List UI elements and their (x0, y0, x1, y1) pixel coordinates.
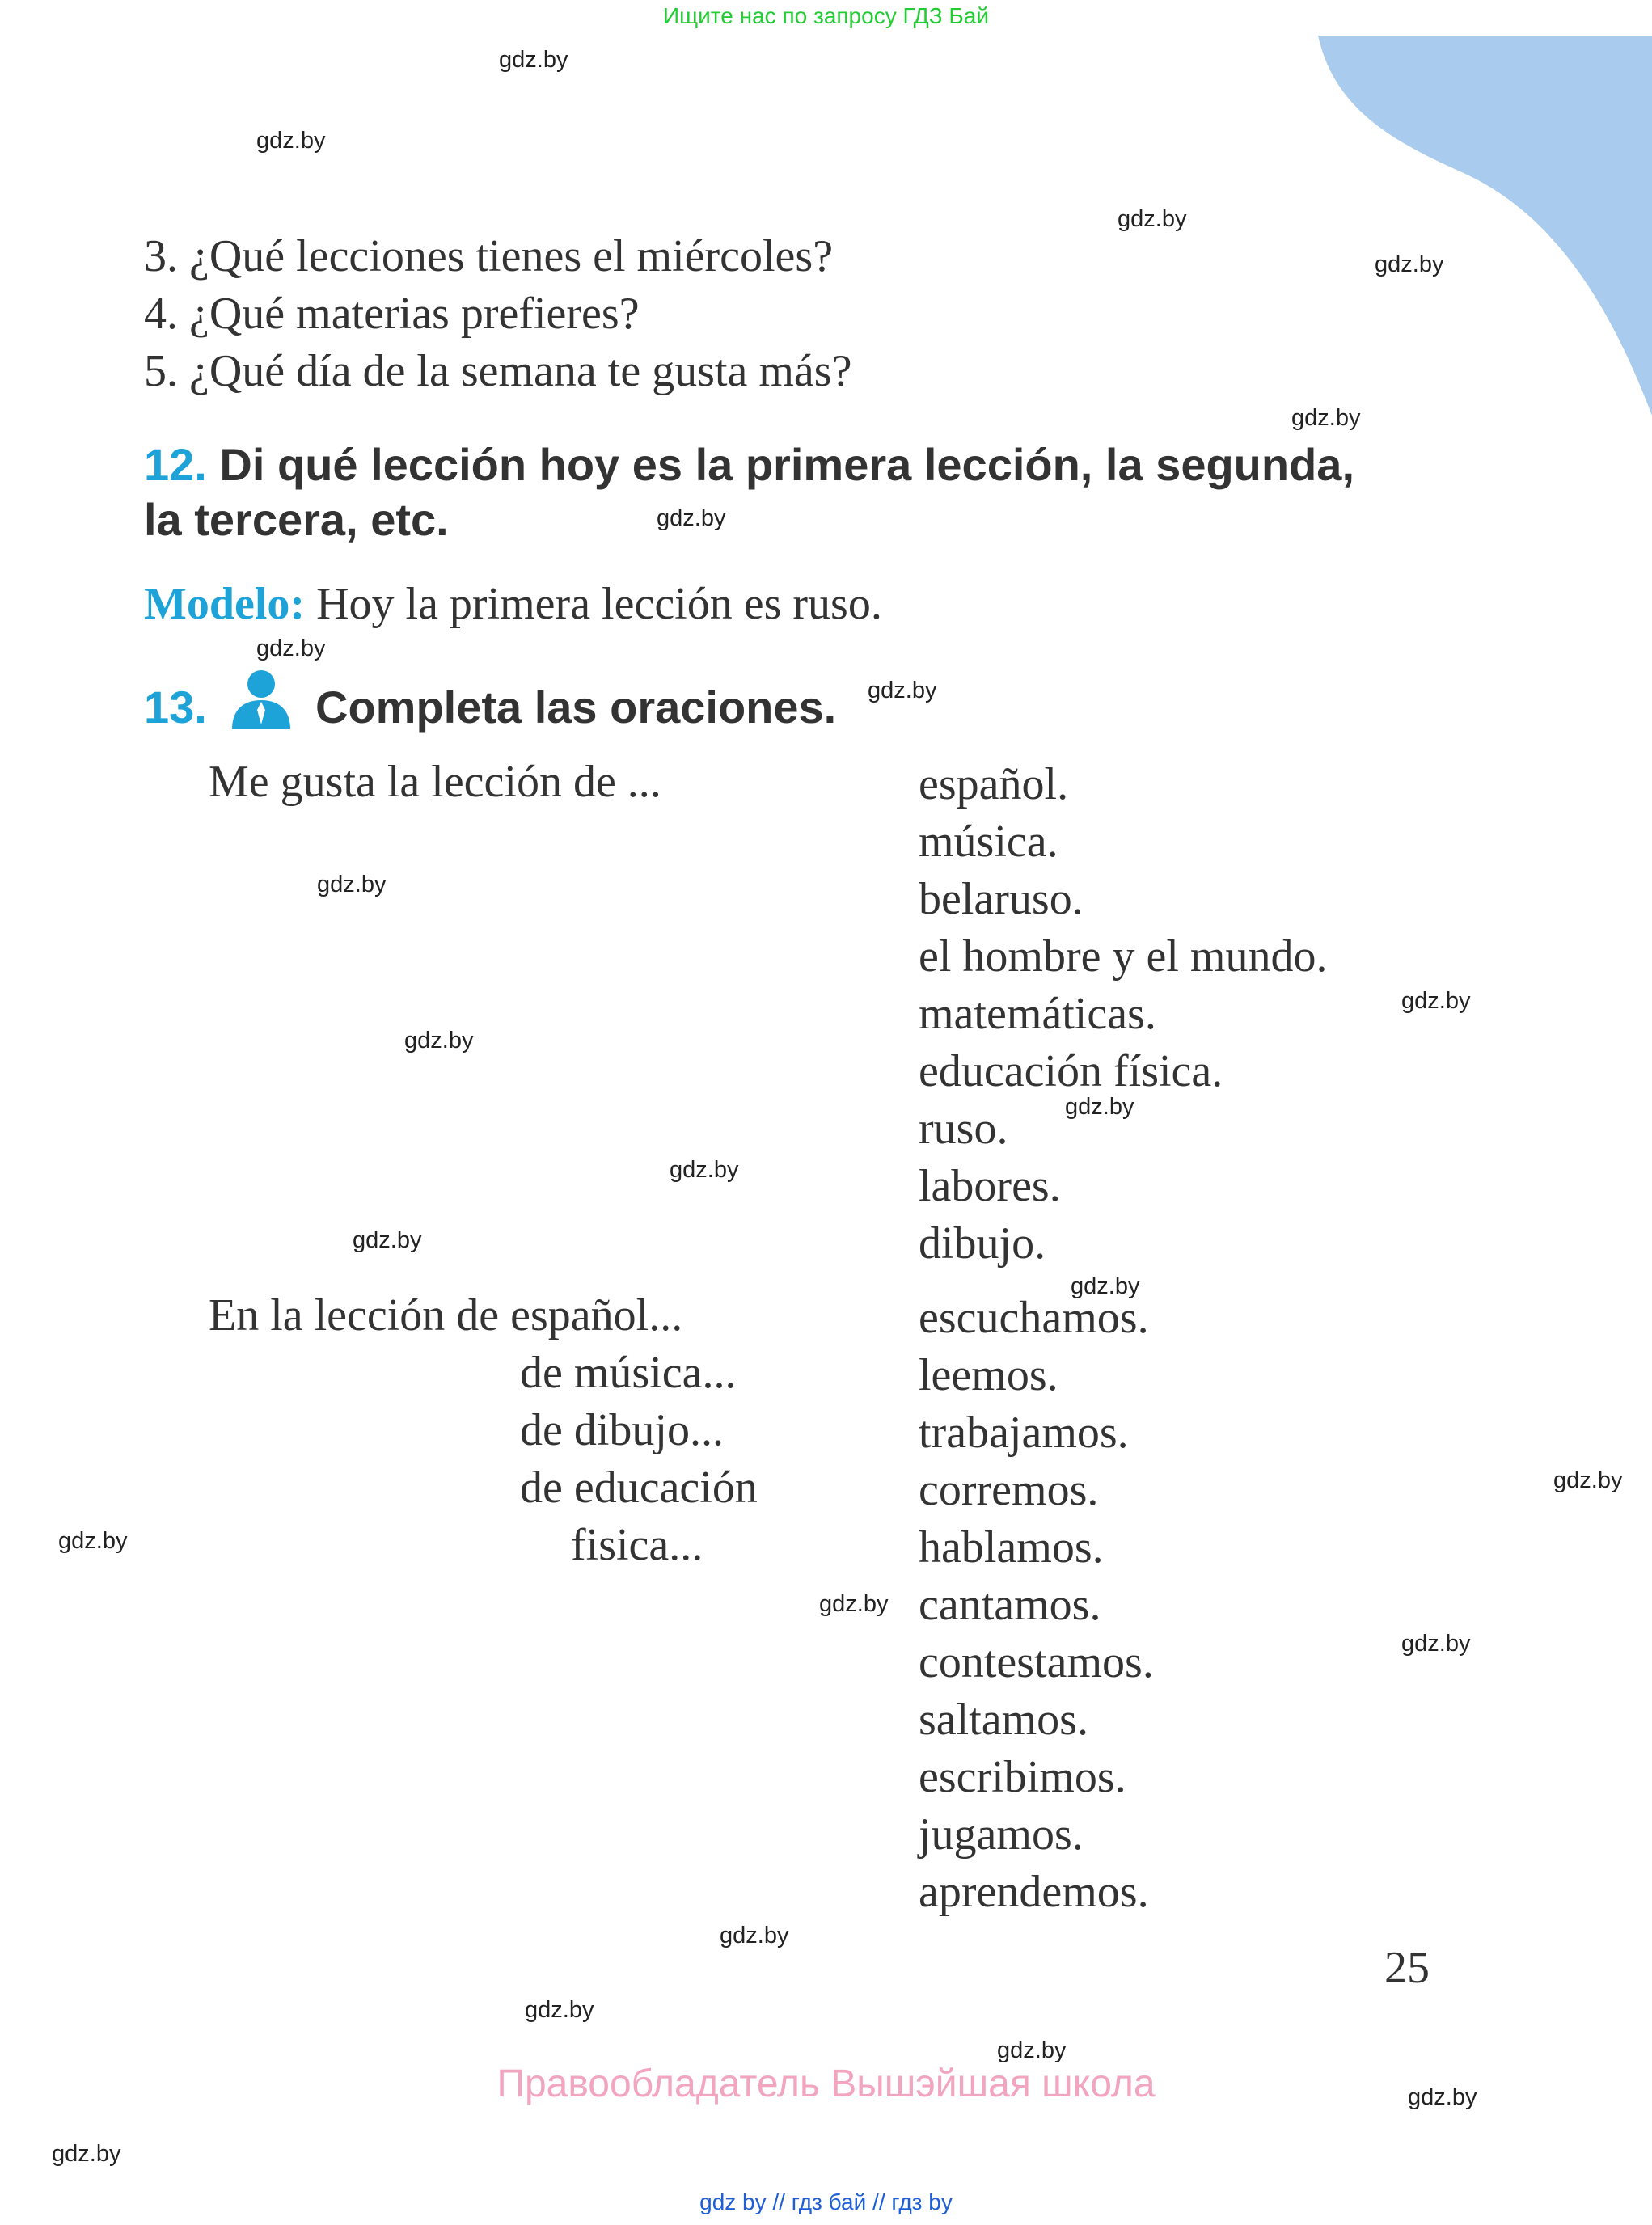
sentence-stem-2-line5: fisica... (571, 1520, 703, 1570)
watermark: gdz.by (997, 2037, 1067, 2063)
question-3: 3. ¿Qué lecciones tienes el miércoles? (144, 231, 834, 281)
watermark: gdz.by (1118, 206, 1187, 232)
list-item: ruso. (919, 1104, 1008, 1154)
verbs-list (919, 1290, 1154, 1921)
list-item: corremos. (919, 1465, 1099, 1515)
watermark: gdz.by (868, 678, 937, 703)
sentence-stem-2-line3: de dibujo... (520, 1405, 724, 1455)
list-item: leemos. (919, 1350, 1058, 1400)
list-item: aprendemos. (919, 1867, 1149, 1917)
corner-decoration (1318, 36, 1652, 416)
sentence-stem-2-line2: de música... (520, 1348, 737, 1398)
watermark: gdz.by (525, 1997, 594, 2023)
list-item: escuchamos. (919, 1293, 1149, 1343)
list-item: jugamos. (919, 1809, 1084, 1860)
list-item: contestamos. (919, 1637, 1154, 1687)
list-item: educación física. (919, 1046, 1223, 1096)
rights-holder: Правообладатель Вышэйшая школа (496, 2062, 1156, 2105)
watermark: gdz.by (499, 47, 568, 73)
watermark: gdz.by (404, 1028, 474, 1053)
list-item: música. (919, 817, 1058, 867)
watermark: gdz.by (317, 872, 387, 897)
sentence-stem-2-line1: En la lección de español... (209, 1290, 683, 1340)
watermark: gdz.by (819, 1591, 889, 1617)
list-item: saltamos. (919, 1695, 1088, 1745)
sentence-stem-1: Me gusta la lección de ... (209, 757, 661, 807)
list-item: escribimos. (919, 1752, 1126, 1802)
watermark: gdz.by (1401, 988, 1471, 1014)
exercise-12-number: 12. (144, 439, 207, 490)
footer-links[interactable]: gdz by // гдз бай // гдз by (699, 2189, 953, 2214)
modelo-line (144, 578, 882, 630)
watermark: gdz.by (58, 1528, 128, 1554)
watermark: gdz.by (1065, 1094, 1134, 1120)
watermark: gdz.by (353, 1227, 422, 1253)
watermark: gdz.by (1408, 2084, 1477, 2110)
list-item: español. (919, 759, 1069, 809)
list-item: labores. (919, 1161, 1061, 1211)
list-item: belaruso. (919, 874, 1084, 924)
top-banner: Ищите нас по запросу ГДЗ Бай (662, 3, 990, 28)
watermark: gdz.by (670, 1157, 739, 1183)
watermark: gdz.by (1401, 1631, 1471, 1657)
exercise-13-title: Completa las oraciones. (315, 682, 837, 733)
watermark: gdz.by (52, 2141, 121, 2167)
list-item: dibujo. (919, 1218, 1046, 1269)
person-icon (230, 668, 292, 729)
question-4: 4. ¿Qué materias prefieres? (144, 289, 640, 339)
exercise-12-heading (144, 438, 1354, 491)
subjects-list (919, 756, 1327, 1273)
list-item: el hombre y el mundo. (919, 931, 1328, 982)
watermark: gdz.by (1553, 1467, 1623, 1493)
modelo-label: Modelo: (144, 579, 306, 629)
exercise-12-line2: la tercera, etc. (144, 494, 449, 545)
watermark: gdz.by (256, 128, 326, 154)
list-item: matemáticas. (919, 989, 1156, 1039)
list-item: hablamos. (919, 1522, 1104, 1573)
page-number: 25 (1384, 1943, 1430, 1993)
question-5: 5. ¿Qué día de la semana te gusta más? (144, 346, 852, 396)
modelo-text: Hoy la primera lección es ruso. (316, 579, 882, 629)
watermark: gdz.by (1071, 1273, 1140, 1299)
watermark: gdz.by (1375, 251, 1444, 277)
list-item: trabajamos. (919, 1408, 1129, 1458)
list-item: cantamos. (919, 1580, 1101, 1630)
watermark: gdz.by (657, 505, 726, 531)
watermark: gdz.by (720, 1923, 789, 1948)
watermark: gdz.by (1291, 405, 1361, 431)
sentence-stem-2-line4: de educación (520, 1463, 758, 1513)
watermark: gdz.by (256, 635, 326, 661)
exercise-12-line1: Di qué lección hoy es la primera lección, la segunda, (219, 439, 1355, 490)
exercise-13-number: 13. (144, 682, 207, 733)
